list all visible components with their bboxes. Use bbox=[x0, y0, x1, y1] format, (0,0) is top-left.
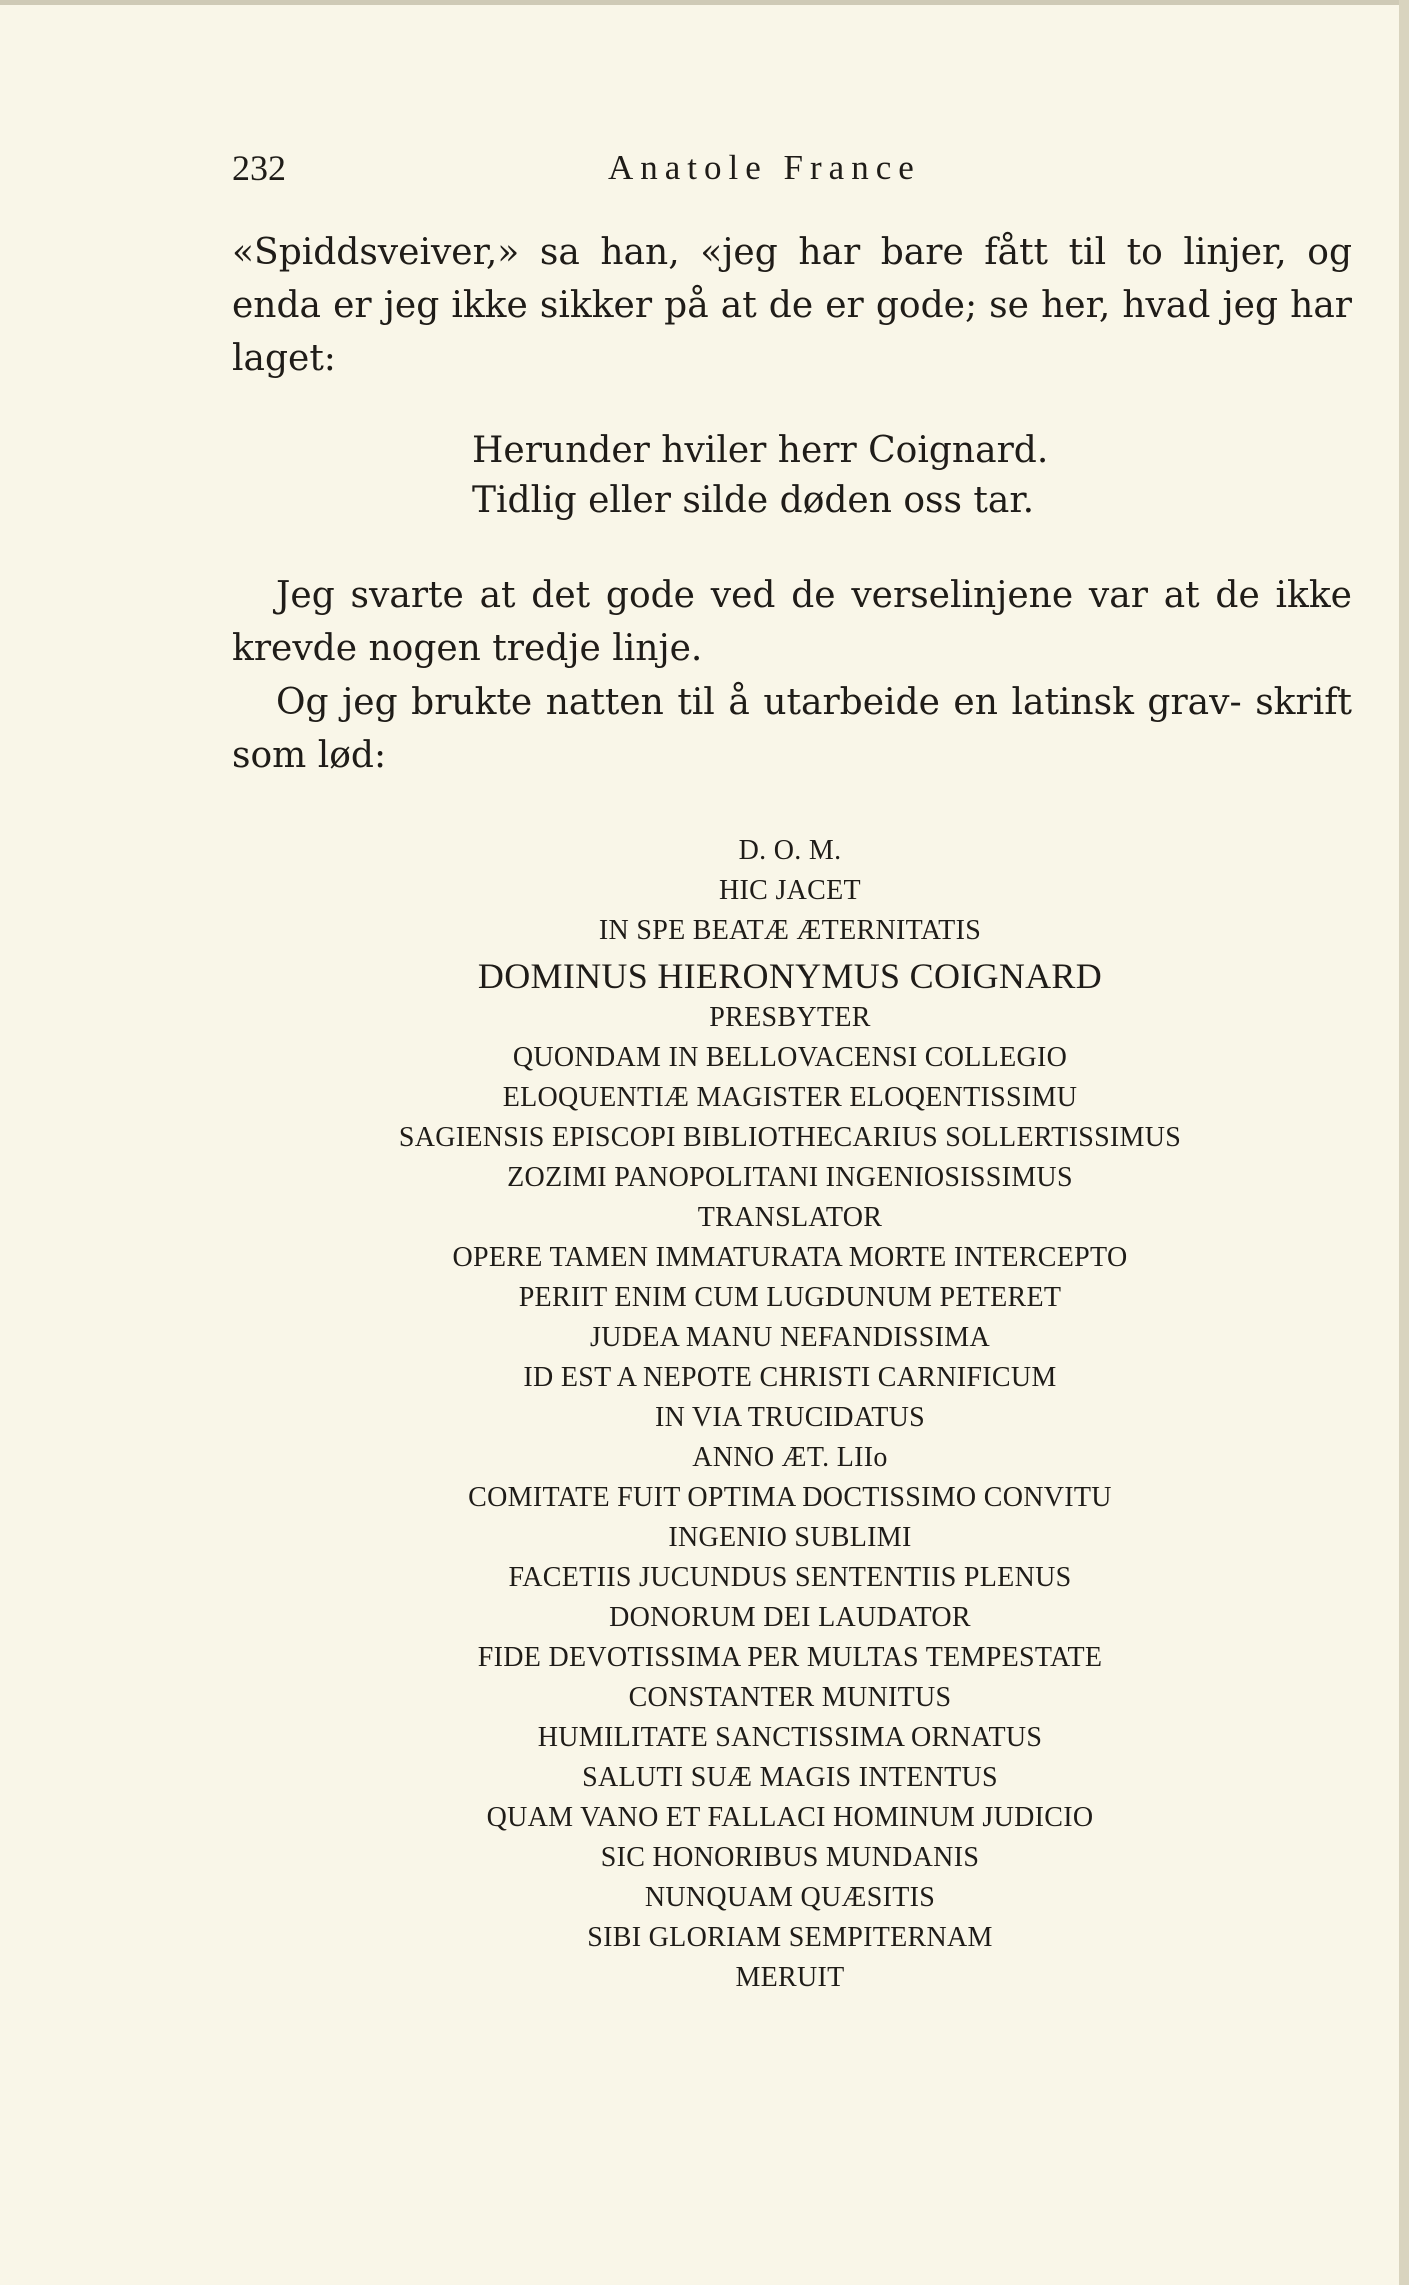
epitaph-line: ZOZIMI PANOPOLITANI INGENIOSISSIMUS bbox=[507, 1162, 1073, 1193]
epitaph-line: IN VIA TRUCIDATUS bbox=[654, 1402, 926, 1433]
epitaph-line: SIBI GLORIAM SEMPITERNAM bbox=[587, 1922, 993, 1953]
paragraph-reply: Jeg svarte at det gode ved de verselinjene var at de ikke krevde nogen tredje linje. bbox=[232, 575, 1352, 669]
epitaph-line: SAGIENSIS EPISCOPI BIBLIOTHECARIUS SOLLERTISSIMUS bbox=[398, 1122, 1182, 1153]
running-title: Anatole France bbox=[608, 148, 921, 187]
epitaph-line: ANNO ÆT. LIIo bbox=[692, 1442, 888, 1473]
paragraph-epitaph-intro: Og jeg brukte natten til å utarbeide en latinsk grav- skrift som lød: bbox=[232, 682, 1352, 776]
epitaph-line: CONSTANTER MUNITUS bbox=[628, 1682, 952, 1713]
epitaph-line: JUDEA MANU NEFANDISSIMA bbox=[590, 1322, 990, 1353]
epitaph-line: DONORUM DEI LAUDATOR bbox=[609, 1602, 971, 1633]
epitaph-line: INGENIO SUBLIMI bbox=[668, 1522, 912, 1553]
epitaph-line: SIC HONORIBUS MUNDANIS bbox=[600, 1842, 980, 1873]
epitaph-line: FACETIIS JUCUNDUS SENTENTIIS PLENUS bbox=[508, 1562, 1072, 1593]
page-top-edge bbox=[0, 0, 1409, 5]
epitaph-line: ELOQUENTIÆ MAGISTER ELOQENTISSIMU bbox=[502, 1082, 1078, 1113]
paragraph-quote: «Spiddsveiver,» sa han, «jeg har bare fått til to linjer, og enda er jeg ikke sikker på at de er gode; se her, hvad jeg har laget: bbox=[232, 232, 1352, 379]
epitaph-name-line: DOMINUS HIERONYMUS COIGNARD bbox=[477, 956, 1103, 996]
epitaph-line: QUAM VANO ET FALLACI HOMINUM JUDICIO bbox=[486, 1802, 1094, 1833]
page-right-edge bbox=[1399, 0, 1409, 2285]
verse-line: Tidlig eller silde døden oss tar. bbox=[472, 480, 1035, 521]
latin-epitaph bbox=[200, 831, 1380, 1998]
epitaph-line: TRANSLATOR bbox=[697, 1202, 883, 1233]
epitaph-line: MERUIT bbox=[735, 1962, 845, 1993]
epitaph-line: NUNQUAM QUÆSITIS bbox=[644, 1882, 936, 1913]
epitaph-line: PERIIT ENIM CUM LUGDUNUM PETERET bbox=[518, 1282, 1062, 1313]
epitaph-line: COMITATE FUIT OPTIMA DOCTISSIMO CONVITU bbox=[468, 1482, 1112, 1513]
epitaph-line: HUMILITATE SANCTISSIMA ORNATUS bbox=[537, 1722, 1043, 1753]
epitaph-line: D. O. M. bbox=[738, 835, 842, 866]
epitaph-line: IN SPE BEATÆ ÆTERNITATIS bbox=[598, 915, 982, 946]
running-header bbox=[232, 144, 1352, 192]
epitaph-line: SALUTI SUÆ MAGIS INTENTUS bbox=[582, 1762, 998, 1793]
verse-line: Herunder hviler herr Coignard. bbox=[472, 430, 1049, 471]
epitaph-line: ID EST A NEPOTE CHRISTI CARNIFICUM bbox=[523, 1362, 1057, 1393]
page-number: 232 bbox=[232, 148, 286, 188]
epitaph-line: PRESBYTER bbox=[709, 1002, 871, 1033]
epitaph-line: HIC JACET bbox=[719, 875, 861, 906]
epitaph-line: OPERE TAMEN IMMATURATA MORTE INTERCEPTO bbox=[452, 1242, 1128, 1273]
epitaph-line: QUONDAM IN BELLOVACENSI COLLEGIO bbox=[512, 1042, 1068, 1073]
epitaph-line: FIDE DEVOTISSIMA PER MULTAS TEMPESTATE bbox=[477, 1642, 1103, 1673]
verse-couplet bbox=[472, 426, 1272, 526]
